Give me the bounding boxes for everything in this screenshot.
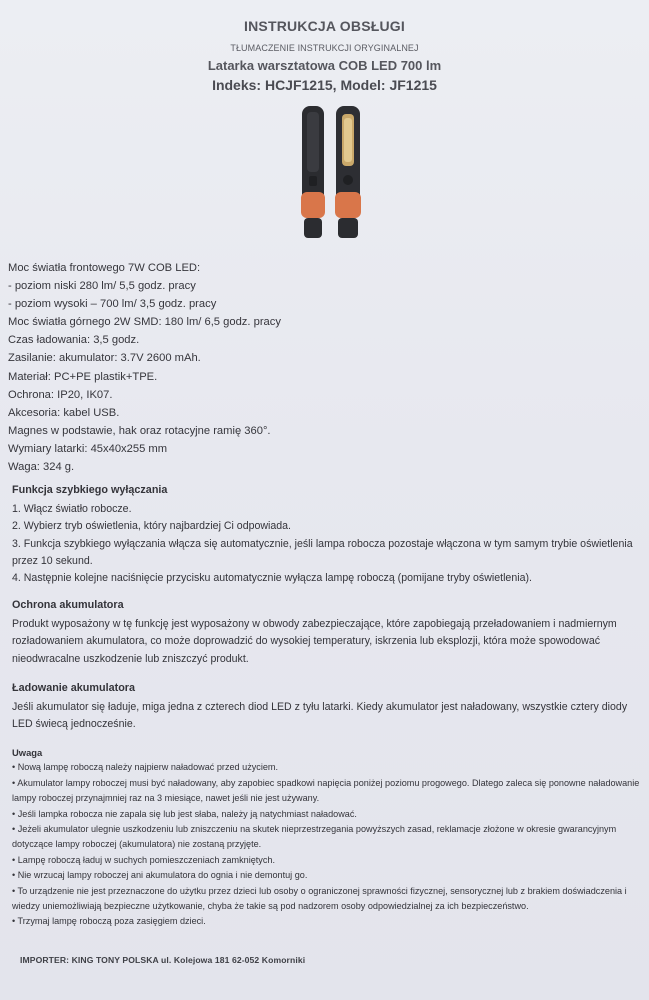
list-item: • Akumulator lampy roboczej musi być naładowany, aby zapobiec spadkowi napięcia poniżej poziomu progowego. Dlatego zaleca się ponowne naładowanie lampy roboczej przynajmniej raz na 3 miesiące, nawet jeśli nie jest używany. <box>12 777 640 804</box>
list-item: • Jeśli lampka robocza nie zapala się lub jest słaba, należy ją natychmiast naładować. <box>12 808 357 819</box>
battery-charging-section <box>12 680 642 734</box>
lamp-front-base <box>335 192 361 218</box>
spec-item: Moc światła górnego 2W SMD: 180 lm/ 6,5 godz. pracy <box>8 316 281 329</box>
list-item: 4. Następnie kolejne naciśnięcie przycisku automatycznie wyłącza lampę roboczą (pomijane tryby oświetlenia). <box>12 572 532 585</box>
section-heading: Funkcja szybkiego wyłączania <box>12 484 168 496</box>
list-item: 1. Włącz światło robocze. <box>12 503 132 516</box>
document-title: INSTRUKCJA OBSŁUGI <box>244 18 405 34</box>
list-item: 3. Funkcja szybkiego wyłączania włącza się automatycznie, jeśli lampa robocza pozostaje włączona w tym samym trybie oświetlenia przez 10 sekund. <box>12 537 633 567</box>
spec-item: Czas ładowania: 3,5 godz. <box>8 334 140 347</box>
section-heading: Ochrona akumulatora <box>12 599 124 611</box>
product-name: Latarka warsztatowa COB LED 700 lm <box>207 58 442 73</box>
document-header <box>0 16 649 93</box>
product-index-model: Indeks: HCJF1215, Model: JF1215 <box>212 77 437 93</box>
list-item: • Jeżeli akumulator ulegnie uszkodzeniu lub zniszczeniu na skutek nieprzestrzegania powyższych zasad, reklamacje złożone w okresie gwarancyjnym dotyczące lampy roboczej (akumulatora) nie zostaną przyjęte. <box>12 824 617 850</box>
spec-item: Akcesoria: kabel USB. <box>8 406 120 419</box>
list-item: • To urządzenie nie jest przeznaczone do użytku przez dzieci lub osoby o ograniczonej sprawności fizycznej, sensorycznej lub z brakiem doświadczenia i wiedzy uniemożliwiają bezpieczne użytkowanie, chyba że takie są pod nadzorem osoby odpowiedzialnej za ich bezpieczeństwo. <box>12 885 627 912</box>
spec-item: Materiał: PC+PE plastik+TPE. <box>8 370 158 383</box>
list-item: 2. Wybierz tryb oświetlenia, który najbardziej Ci odpowiada. <box>12 520 292 533</box>
section-text: Jeśli akumulator się ładuje, miga jedna z czterech diod LED z tyłu latarki. Kiedy akumulator jest naładowany, wszystkie cztery diody LED świecą jednocześnie. <box>12 701 628 731</box>
spec-item: Waga: 324 g. <box>8 461 75 474</box>
section-text: Produkt wyposażony w tę funkcję jest wyposażony w obwody zabezpieczające, które zapobiegają przeładowaniem i nadmiernym rozładowaniem akumulatora, co może doprowadzić do wysokiej temperatury, iskrzenia lub eksplozji, która może spowodować nieodwracalne uszkodzenie lub zniszczyć produkt. <box>12 618 617 665</box>
spec-item: - poziom wysoki – 700 lm/ 3,5 godz. pracy <box>8 298 217 311</box>
spec-item: - poziom niski 280 lm/ 5,5 godz. pracy <box>8 280 196 293</box>
spec-item: Moc światła frontowego 7W COB LED: <box>8 262 201 274</box>
spec-item: Zasilanie: akumulator: 3.7V 2600 mAh. <box>8 352 201 365</box>
list-item: • Lampę roboczą ładuj w suchych pomieszczeniach zamkniętych. <box>12 854 275 865</box>
section-heading: Ładowanie akumulatora <box>12 682 135 694</box>
spec-item: Magnes w podstawie, hak oraz rotacyjne ramię 360°. <box>8 424 271 437</box>
warning-section <box>12 745 642 930</box>
list-item: • Trzymaj lampę roboczą poza zasięgiem dzieci. <box>12 916 206 927</box>
list-item: • Nie wrzucaj lampy roboczej ani akumulatora do ognia i nie demontuj go. <box>12 870 308 881</box>
work-lamp-illustration <box>298 104 368 244</box>
importer-footer: IMPORTER: KING TONY POLSKA ul. Kolejowa 181 62-052 Komorniki <box>20 955 306 965</box>
work-lamp-icon <box>298 104 368 244</box>
document-subtitle: TŁUMACZENIE INSTRUKCJI ORYGINALNEJ <box>230 43 419 53</box>
list-item: • Nową lampę roboczą należy najpierw naładować przed użyciem. <box>12 762 279 773</box>
section-heading: Uwaga <box>12 747 43 758</box>
battery-protection-section <box>12 597 642 668</box>
spec-item: Ochrona: IP20, IK07. <box>8 388 113 401</box>
spec-item: Wymiary latarki: 45x40x255 mm <box>8 442 168 455</box>
fast-off-section <box>12 482 642 587</box>
lamp-back-base <box>301 192 325 218</box>
spec-list <box>8 259 638 476</box>
